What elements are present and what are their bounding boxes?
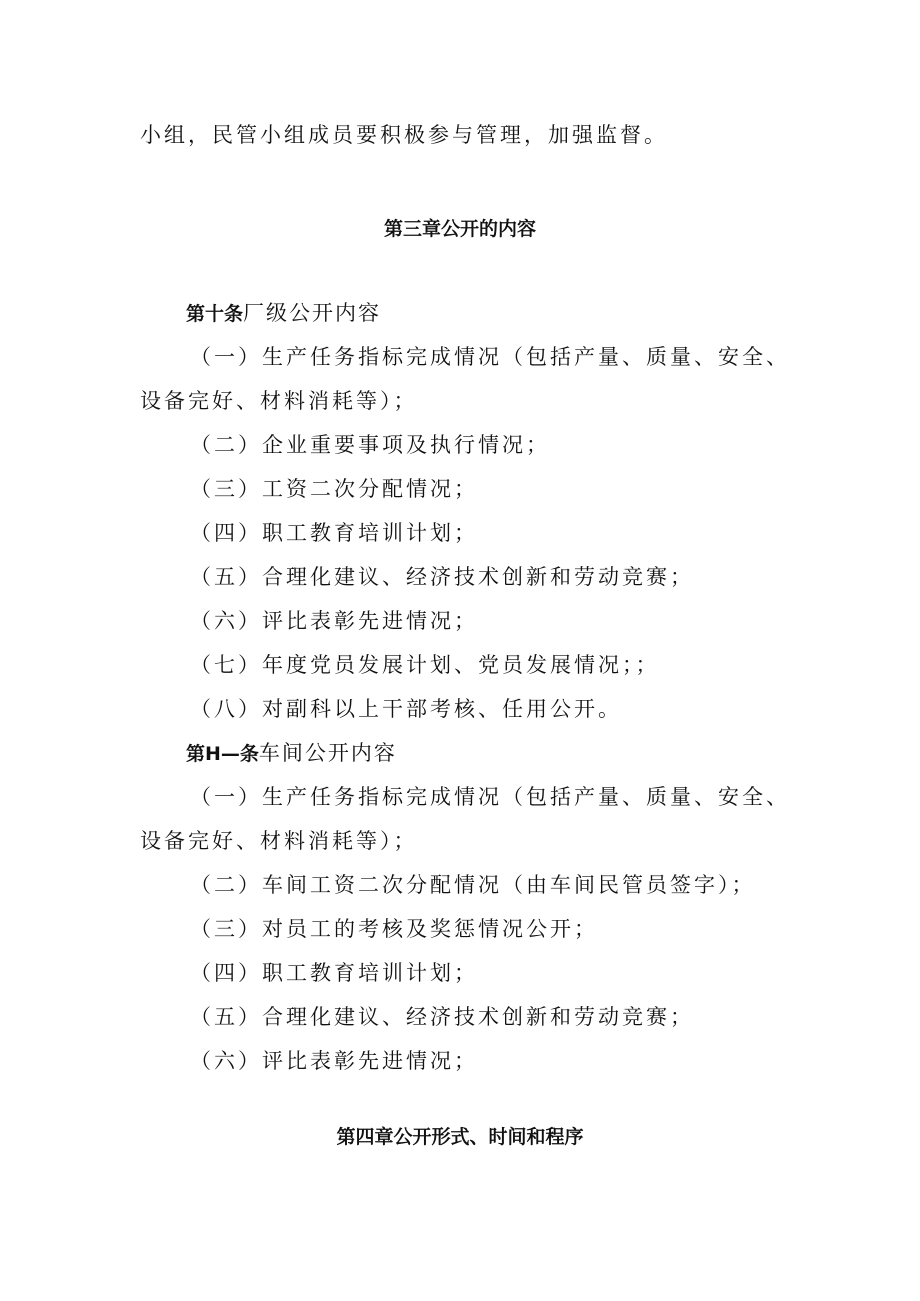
list-item: （五）合理化建议、经济技术创新和劳动竞赛； [190, 1005, 694, 1029]
list-item: （一）生产任务指标完成情况（包括产量、质量、安全、 [190, 345, 790, 369]
article-10-title: 厂级公开内容 [243, 301, 382, 325]
list-item: （七）年度党员发展计划、党员发展情况；； [190, 653, 660, 677]
article-10-label: 第十条 [186, 303, 244, 325]
article-11-label: 第H—条 [186, 743, 259, 765]
list-item: （三）对员工的考核及奖惩情况公开； [190, 917, 598, 941]
list-item-continuation: 设备完好、材料消耗等）； [140, 829, 418, 853]
chapter-4-heading: 第四章公开形式、时间和程序 [336, 1126, 584, 1148]
list-item: （四）职工教育培训计划； [190, 521, 478, 545]
article-11-heading [186, 738, 397, 769]
list-item: （二）企业重要事项及执行情况； [190, 433, 550, 457]
list-item: （一）生产任务指标完成情况（包括产量、质量、安全、 [190, 785, 790, 809]
list-item: （四）职工教育培训计划； [190, 961, 478, 985]
article-10-heading [186, 298, 381, 329]
list-item: （三）工资二次分配情况； [190, 477, 478, 501]
list-item: （八）对副科以上干部考核、任用公开。 [190, 697, 622, 721]
article-11-title: 车间公开内容 [258, 741, 397, 765]
chapter-3-heading: 第三章公开的内容 [383, 218, 536, 240]
list-item: （二）车间工资二次分配情况（由车间民管员签字）； [190, 873, 756, 897]
list-item-continuation: 设备完好、材料消耗等）； [140, 389, 418, 413]
list-item: （六）评比表彰先进情况； [190, 609, 478, 633]
paragraph-intro-tail: 小组，民管小组成员要积极参与管理，加强监督。 [140, 123, 668, 147]
list-item: （五）合理化建议、经济技术创新和劳动竞赛； [190, 565, 694, 589]
list-item: （六）评比表彰先进情况； [190, 1049, 478, 1073]
